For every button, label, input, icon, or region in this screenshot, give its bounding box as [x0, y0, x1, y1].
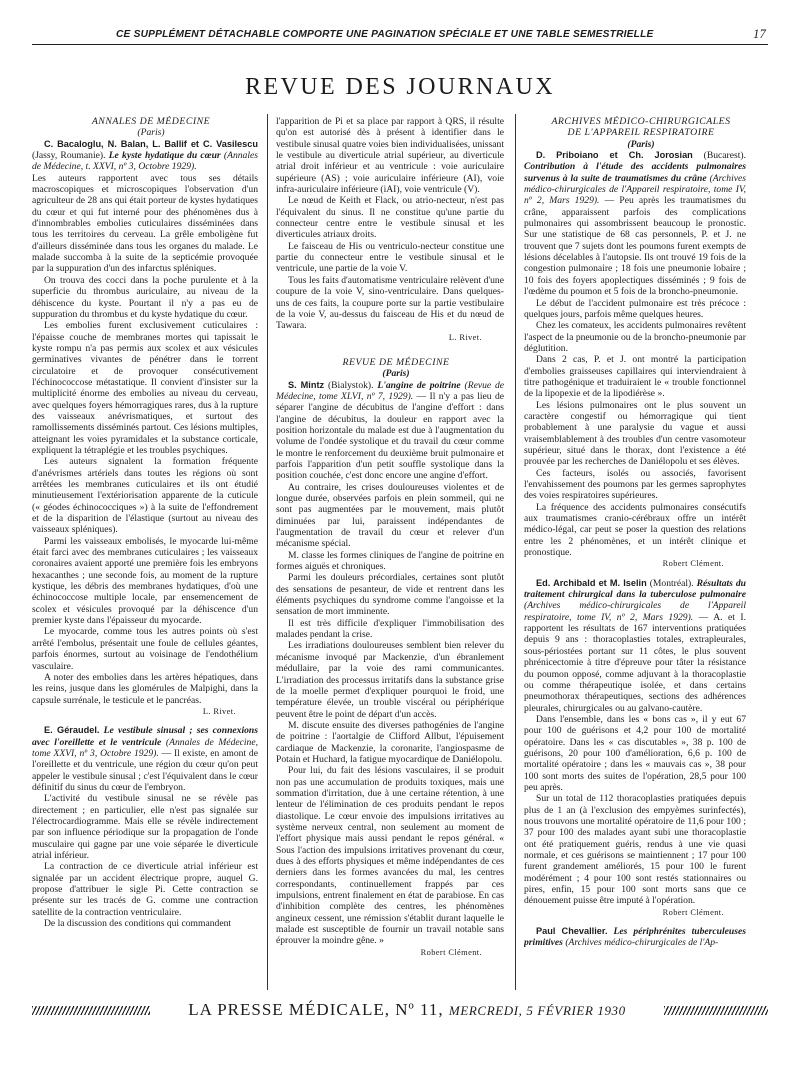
article-paragraph: l'apparition de Pi et sa place par rapport à QRS, il résulte qu'on est autorisé dès à présent à identifier dans le vestibule sinusal quatre voies bien individualisées, unissant le vestibule au diverticule atrial supérieur, au diverticule atrial droit inférieur et au ventricule : voie auriculaire supérieure (AS) ; voie auriculaire inférieure (AI), voie infra-auriculaire inférieure (iAI), voie ventricule (V). [276, 116, 504, 196]
footer-ornament [664, 1006, 768, 1015]
article-citation: (Archives médico-chirurgicales de l'Ap- [565, 937, 719, 949]
article-signature: Robert Clément. [662, 907, 724, 917]
journal-footer [32, 1000, 768, 1024]
article-paragraph: Le début de l'accident pulmonaire est très précoce : quelques jours, parfois même quelques heures. [524, 297, 746, 320]
article-paragraph: Les irradiations douloureuses semblent bien relever du mécanisme invoqué par Mackenzie, d'un ébranlement médullaire, par la voie des rami communicantes. L'irradiation des processus irritatifs dans la substance grise de la moelle permet d'expliquer pourquoi le froid, une température élevée, un trouble viscéral ou périphérique peuvent être le point de départ d'un accès. [276, 640, 504, 720]
article-paragraph: Sur un total de 112 thoracoplasties pratiquées depuis plus de 1 an (à l'exclusion des empyèmes surinfectés), nous trouvons une mortalité opératoire de 11,6 pour 100 ; 37 pour 100 des malades ayant subi une thoracoplastie ont été pratiquement guéris, rendus à une vie quasi normale, et ces guérisons se maintiennent ; 17 pour 100 furent grandement améliorés, 15 pour 100 le furent modérément ; 4 pour 100 sont restés stationnaires ou pires, enfin, 15 pour 100 sont morts sans que ce dénouement puisse être imputé à l'opération. [524, 793, 746, 907]
article-paragraph: De la discussion des conditions qui commandent [44, 918, 232, 930]
article-authors: E. Géraudel. [44, 725, 100, 736]
article-paragraph: C. Bacaloglu, N. Balan, L. Ballif et C. Vasilescu (Jassy, Roumanie). Le kyste hydatique du cœur (Annales de Médecine, t. XXVI, nº 3, Octobre 1929). [32, 138, 258, 173]
article-paragraph: Parmi les vaisseaux embolisés, le myocarde lui-même était farci avec des membranes cuticulaires ; les vaisseaux coronaires avaient apporté une première fois les embryons hexacanthes ; une seconde fois, au moment de la rupture kystique, les débris des membranes hydatiques, d'où une échinococcose multiple locale, par ensemencement de scolex et vésicules provoqué par la déhiscence d'un premier kyste dans l'épaisseur du myocarde. [32, 535, 258, 627]
section-city: (Paris) [382, 368, 410, 380]
article-paragraph: Les auteurs signalent la formation fréquente d'anévrismes artériels dans toutes les régions où sont arrêtées les membranes cuticulaires et ils ont étudié minutieusement l'extériorisation apparente de la cuticule (« géodes échinococciques ») à la suite de l'effondrement et de la disparition de l'élastique (surtout au niveau des vaisseaux spléniques). [32, 456, 258, 536]
footer-date: MERCREDI, 5 FÉVRIER 1930 [448, 1003, 626, 1018]
article-title: Contribution à l'étude des accidents pulmonaires survenus à la suite de traumatismes du crâne [524, 161, 746, 184]
article-paragraph: S. Mintz (Bialystok). L'angine de poitrine (Revue de Médecine, tome XLVI, nº 7, 1929). — Il n'y a pas lieu de séparer l'angine de décubitus de l'angine d'effort : dans l'angine de décubitus, la douleur en rapport avec la position horizontale du malade est due à l'augmentation du volume de l'ondée systolique et du travail du cœur comme le montre le renforcement du deuxième bruit pulmonaire et parfois l'apparition d'un petit souffle systolique dans la position couchée, c'est donc encore une angine d'effort. [276, 379, 504, 482]
section-heading: DE L'APPAREIL RESPIRATOIRE [567, 127, 715, 139]
article-paragraph [524, 926, 746, 949]
article-paragraph: Dans l'ensemble, dans les « bons cas », il y eut 67 pour 100 de guérisons et 4,2 pour 100 de mortalité opératoire. Dans les « cas discutables », 38 p. 100 de guérisons, 20 pour 100 d'amélioration, 6,6 p. 100 de mortalité opératoire ; dans les « mauvais cas », 38 pour 100 sont morts des suites de l'opération, 28,5 pour 100 peu après. [524, 713, 746, 793]
article-paragraph: Le nœud de Keith et Flack, ou atrio-necteur, n'est pas l'équivalent du sinus. Il ne constitue qu'une partie du connecteur centre entre le vestibule sinusal et les diverticules atriaux droits. [276, 195, 504, 241]
article-citation: (Revue de Médecine, tome XLVI, nº 7, 1929). [276, 379, 504, 402]
article-title: Résultats du traitement chirurgical dans la tuberculose pulmonaire [524, 577, 746, 601]
article-citation: (Archives médico-chirurgicales de l'Appareil respiratoire, tome IV, nº 2, Mars 1929). [524, 172, 746, 207]
article-paragraph: Les lésions pulmonaires ont le plus souvent un caractère congestif ou hémorragique qui tient probablement à une paralysie du vague et aussi vraisemblablement à des troubles d'un centre vasomoteur supérieur, situé dans le thorax, dont l'existence a été prouvée par les recherches de Daniélopolu et ses élèves. [524, 399, 746, 468]
article-paragraph: Ces facteurs, isolés ou associés, favorisent l'envahissement des poumons par les germes saprophytes des voies respiratoires supérieures. [524, 467, 746, 502]
column-3 [524, 116, 746, 990]
article-authors: Ed. Archibald et M. Iselin [536, 577, 647, 588]
article-paragraph: Au contraire, les crises douloureuses violentes et de longue durée, observées parfois en plein sommeil, qui ne sont pas augmentées par le mouvement, mais plutôt diminuées par lui, paraissent indépendantes de l'augmentation de travail du cœur et relever d'un mécanisme spécial. [276, 481, 504, 550]
running-header [32, 26, 768, 45]
article-citation: (Archives médico-chirurgicales de l'Appareil respiratoire, tome IV, nº 2, Mars 1929). [524, 600, 746, 623]
article-signature: L. Rivet. [202, 706, 236, 716]
article-paragraph: Dans 2 cas, P. et J. ont montré la participation d'embolies graisseuses capillaires qui interviendraient à titre pathogénique et traduiraient le « trouble fonctionnel de la lipopexie et de la lipodiérèse ». [524, 354, 746, 400]
article-citation: (Annales de Médecine, tome XXVI, nº 3, Octobre 1929). [32, 736, 258, 759]
article-paragraph: D. Priboiano et Ch. Jorosian (Bucarest). Contribution à l'étude des accidents pulmonaires survenus à la suite de traumatismes du crâne (Archives médico-chirurgicales de l'Appareil respiratoire, tome IV, nº 2, Mars 1929). — Peu après les traumatismes du crâne, apparaissent parfois des complications pulmonaires qui assombrissent beaucoup le pronostic. Sur une statistique de 68 cas personnels, P. et J. ne trouvent que 7 sujets dont les poumons furent exempts de lésions décelables à l'autopsie. Ils ont trouvé 19 fois de la congestion pulmonaire ; 18 fois une pneumonie lobaire ; 10 fois des foyers apoplectiques disséminés ; 9 fois de l'œdème du poumon et 5 fois de la broncho-pneumonie. [524, 150, 746, 298]
article-paragraph: Pour lui, du fait des lésions vasculaires, il se produit non pas une accumulation de produits toxiques, mais une sommation d'irritation, due à une certaine rétention, à une lenteur de l'élimination de ces produits pendant le repos diastolique. Le cœur envoie des impulsions irritatives au système nerveux central, non seulement au moment de l'effort physique mais aussi pendant le repos général. « Sous l'action des impulsions irritatives provenant du cœur, dues à des efforts physiques et même indépendantes de ces derniers dans les formes avancées du mal, les centres correspondants, continuellement frappés par ces impulsions, entrent finalement en état de parabiose. En cas d'inhibition complète des centres, les phénomènes angineux cessent, une rémission s'établit durant laquelle le malade est susceptible de fournir un travail notable sans éprouver la moindre gêne. » [276, 765, 504, 947]
article-paragraph: Ed. Archibald et M. Iselin (Montréal). Résultats du traitement chirurgical dans la tuberculose pulmonaire (Archives médico-chirurgicales de l'Appareil respiratoire, tome IV, nº 2, Mars 1929). — A. et I. rapportent les résultats de 167 interventions pratiquées depuis 9 ans : thoracoplasties totales, extrapleurales, sous-périostées portant sur 11 côtes, le plus souvent phrénicectomie à titre d'épreuve pour tâter la résistance du poumon opposé, comme adjuvant à la thoracoplastie ou comme thérapeutique isolée, et dans certains pneumothorax thérapeutiques, sections des adhérences pleurales, chirurgicales ou au galvano-cautère. [524, 577, 746, 714]
article-paragraph: M. classe les formes cliniques de l'angine de poitrine en formes aiguës et chroniques. [276, 549, 504, 573]
section-heading: ANNALES DE MÉDECINE [91, 116, 211, 127]
column-rule [267, 114, 268, 990]
article-title: Le vestibule sinusal ; ses connexions avec l'oreillette et le ventricule [32, 725, 258, 748]
article-title: Les périphrénites tuberculeuses primitives [524, 926, 746, 949]
column-rule [515, 114, 516, 990]
article-paragraph: Parmi les douleurs précordiales, certaines sont plutôt des sensations de pesanteur, de vide et rentrent dans les éléments psychiques du syndrome comme l'angoisse et la sensation de mort imminente. [276, 572, 504, 618]
section-city: (Paris) [627, 138, 655, 150]
article-title: Le kyste hydatique du cœur [108, 150, 221, 162]
article-paragraph: L'activité du vestibule sinusal ne se révèle pas directement ; en particulier, elle n'est pas signalée sur l'électrocardiogramme. Mais elle se révèle indirectement par son influence périodique sur la propagation de l'onde musculaire qui gagne par une voie séparée le diverticule atrial inférieur. [32, 793, 258, 861]
section-heading: ARCHIVES MÉDICO-CHIRURGICALES [551, 116, 731, 127]
column-1 [32, 116, 258, 990]
article-authors: S. Mintz [288, 379, 325, 390]
footer-title: LA PRESSE MÉDICALE, Nº 11, MERCREDI, 5 FÉVRIER 1930 [188, 1000, 626, 1019]
article-authors: D. Priboiano et Ch. Jorosian [536, 150, 693, 161]
article-paragraph: La contraction de ce diverticule atrial inférieur est signalée par un accident électrique propre, auquel G. propose d'attribuer le sigle Pi. Cette contraction se présente sur les tracés de G. comme une contraction satellite de la contraction ventriculaire. [32, 861, 258, 918]
article-paragraph: Chez les comateux, les accidents pulmonaires revêtent l'aspect de la pneumonie ou de la broncho-pneumonie par déglutition. [524, 320, 746, 354]
article-paragraph: La fréquence des accidents pulmonaires consécutifs aux traumatismes cranio-cérébraux offre un intérêt médico-légal, car peut se poser la question des relations entre les 2 phénomènes, et un intérêt clinique et pronostique. [524, 501, 746, 559]
page-number: 17 [753, 27, 766, 41]
column-2 [276, 116, 504, 990]
article-paragraph: Les auteurs rapportent avec tous ses détails macroscopiques et microscopiques l'observation d'un agriculteur de 28 ans qui était porteur de kystes hydatiques du cœur et qui fut interné pour des phénomènes dus à d'innombrables embolies cuticulaires disséminées dans tous les territoires du cerveau. La grêle emboligène fut d'ailleurs disséminée dans tous les organes du malade. Le malade succomba à la suite de la septicémie provoquée par la suppuration d'un des infarctus spléniques. [32, 172, 258, 275]
article-paragraph: E. Géraudel. Le vestibule sinusal ; ses connexions avec l'oreillette et le ventricule (Annales de Médecine, tome XXVI, nº 3, Octobre 1929). — Il existe, en amont de l'oreillette et du ventricule, une région du cœur qu'on peut appeler le vestibule sinusal ; c'est l'équivalent dans le cœur définitif du sinus du cœur de l'embryon. [32, 725, 258, 793]
article-signature: L. Rivet. [448, 332, 482, 342]
article-title: L'angine de poitrine [377, 379, 461, 391]
article-authors: Paul Chevallier. [536, 926, 608, 937]
running-header-text: CE SUPPLÉMENT DÉTACHABLE COMPORTE UNE PAGINATION SPÉCIALE ET UNE TABLE SEMESTRIELLE [116, 29, 654, 40]
page-title: REVUE DES JOURNAUX [245, 74, 555, 100]
article-paragraph: Tous les faits d'automatisme ventriculaire relèvent d'une coupure de la voie V, sino-ventriculaire. Dans quelques-uns de ces faits, la coupure porte sur la partie vestibulaire de la voie V, au-dessus du faisceau de His et du nœud de Tawara. [276, 274, 504, 332]
section-heading: REVUE DE MÉDECINE [342, 356, 450, 368]
article-citation: (Annales de Médecine, t. XXVI, nº 3, Octobre 1929). [32, 150, 258, 173]
article-authors: C. Bacaloglu, N. Balan, L. Ballif et C. Vasilescu [44, 138, 258, 149]
section-city: (Paris) [137, 127, 165, 139]
article-paragraph: Le faisceau de His ou ventriculo-necteur constitue une partie du connecteur entre le vestibule sinusal et le ventricule, une partie de la voie V. [276, 240, 504, 275]
article-signature: Robert Clément. [420, 947, 482, 957]
article-paragraph: M. discute ensuite des diverses pathogénies de l'angine de poitrine : l'aortalgie de Clifford Allbut, l'épuisement cardiaque de Mackenzie, la coronarite, l'angiospasme de Potain et Huchard, la fatigue myocardique de Daniélopolu. [276, 719, 504, 765]
article-paragraph: Il est très difficile d'expliquer l'immobilisation des malades pendant la crise. [276, 617, 504, 641]
article-paragraph: On trouva des cocci dans la poche purulente et à la superficie du thrombus auriculaire, au niveau de la déhiscence du kyste. Pourtant il n'y a pas eu de suppuration du thrombus et du kyste hydatique du cœur. [32, 274, 258, 320]
footer-ornament [32, 1006, 150, 1015]
article-signature: Robert Clément. [662, 559, 724, 569]
article-paragraph: Les embolies furent exclusivement cuticulaires : l'épaisse couche de membranes mortes qui tapissait le kyste rompu n'a pas permis aux scolex et aux vésicules germinatives vivantes de pénétrer dans le torrent circulatoire et de provoquer consécutivement l'échinococcose métastatique. Il convient d'insister sur la multiplicité énorme des embolies au niveau du cerveau, avec quelques foyers hémorragiques rares, dus à la rupture des vaisseaux anévrismatiques, et surtout des ramollissements disséminés partout. Ces lésions multiples, atteignant les voies pyramidales et la substance corticale, expliquent la tétraplégie et les troubles psychiques. [32, 320, 258, 456]
article-paragraph: Le myocarde, comme tous les autres points où s'est arrêté l'embolus, présentait une foule de cellules géantes, parfois énormes, surtout au voisinage de l'endothélium vasculaire. [32, 626, 258, 672]
article-paragraph: A noter des embolies dans les artères hépatiques, dans les reins, jusque dans les glomérules de Malpighi, dans la capsule surrénale, le testicule et le pancréas. [32, 671, 258, 706]
